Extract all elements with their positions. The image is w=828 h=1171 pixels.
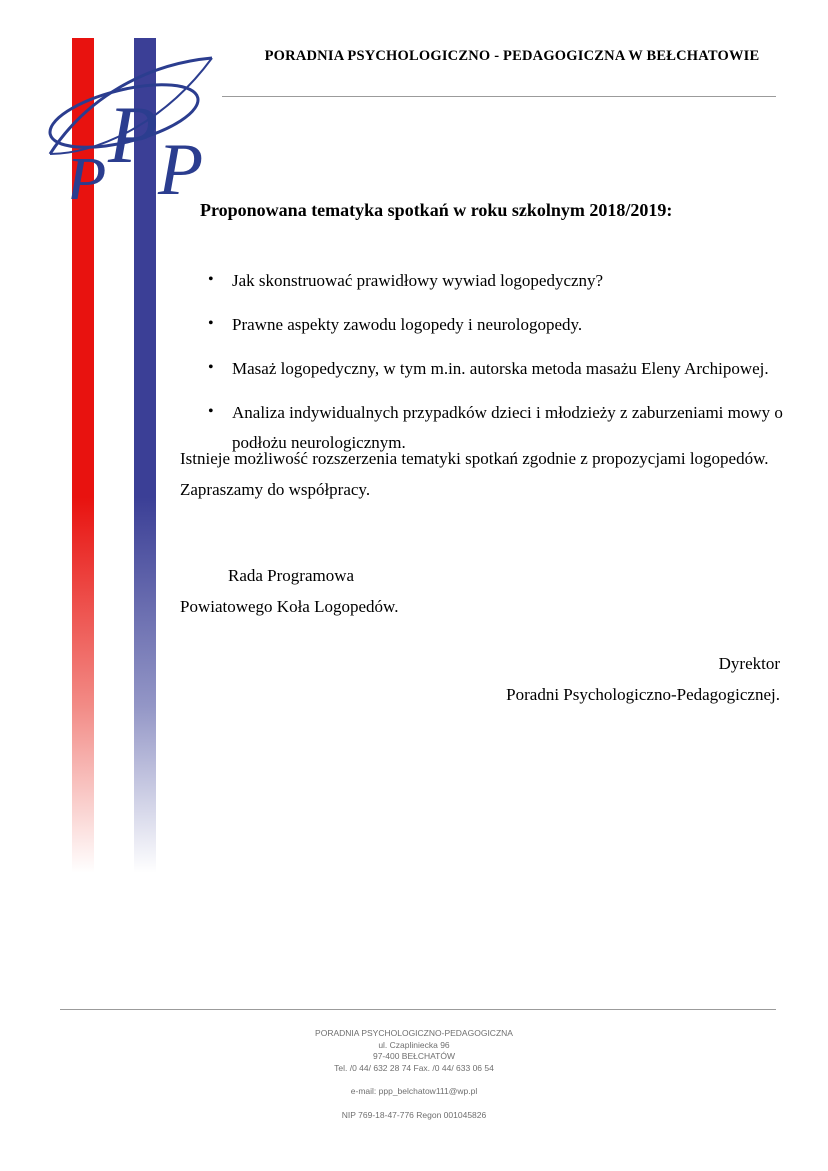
signature-director [380,648,780,710]
note-line-1: Istnieje możliwość rozszerzenia tematyki spotkań zgodnie z propozycjami logopedów. [180,449,769,468]
signature-council-line-1: Rada Programowa [228,566,355,585]
signature-director-line-1: Dyrektor [718,654,780,673]
footer-email: e-mail: ppp_belchatow111@wp.pl [350,1086,478,1096]
ppp-logo [36,34,216,199]
list-item: • Jak skonstruować prawidłowy wywiad logopedyczny? [208,266,818,296]
topics-list [180,266,818,472]
note-line-2: Zapraszamy do współpracy. [180,480,371,499]
signature-director-line-2: Poradni Psychologiczno-Pedagogicznej. [506,685,780,704]
svg-text:P: P [158,129,204,199]
document-heading: Proponowana tematyka spotkań w roku szkolnym 2018/2019: [200,200,673,220]
page-title: PORADNIA PSYCHOLOGICZNO - PEDAGOGICZNA W BEŁCHATOWIE [264,48,760,64]
signature-council [180,560,620,622]
footer-phone: Tel. /0 44/ 632 28 74 Fax. /0 44/ 633 06 54 [334,1062,494,1073]
list-item: • Analiza indywidualnych przypadków dzieci i młodzieży z zaburzeniami mowy o podłożu neurologicznym. [208,398,818,458]
footer-city: 97-400 BEŁCHATÓW [372,1051,456,1061]
footer-ids: NIP 769-18-47-776 Regon 001045826 [341,1109,487,1120]
note-paragraph [180,443,780,505]
footer-org-name: PORADNIA PSYCHOLOGICZNO-PEDAGOGICZNA [315,1028,513,1038]
footer-street: ul. Czapliniecka 96 [378,1039,450,1050]
list-item: • Prawne aspekty zawodu logopedy i neurologopedy. [208,310,818,340]
signature-council-line-2: Powiatowego Koła Logopedów. [180,597,399,616]
header-divider [222,96,776,97]
footer [0,1028,828,1121]
footer-divider [60,1009,776,1010]
svg-text:P: P [108,89,159,180]
list-item: • Masaż logopedyczny, w tym m.in. autorska metoda masażu Eleny Archipowej. [208,354,818,384]
svg-text:P: P [66,144,107,199]
